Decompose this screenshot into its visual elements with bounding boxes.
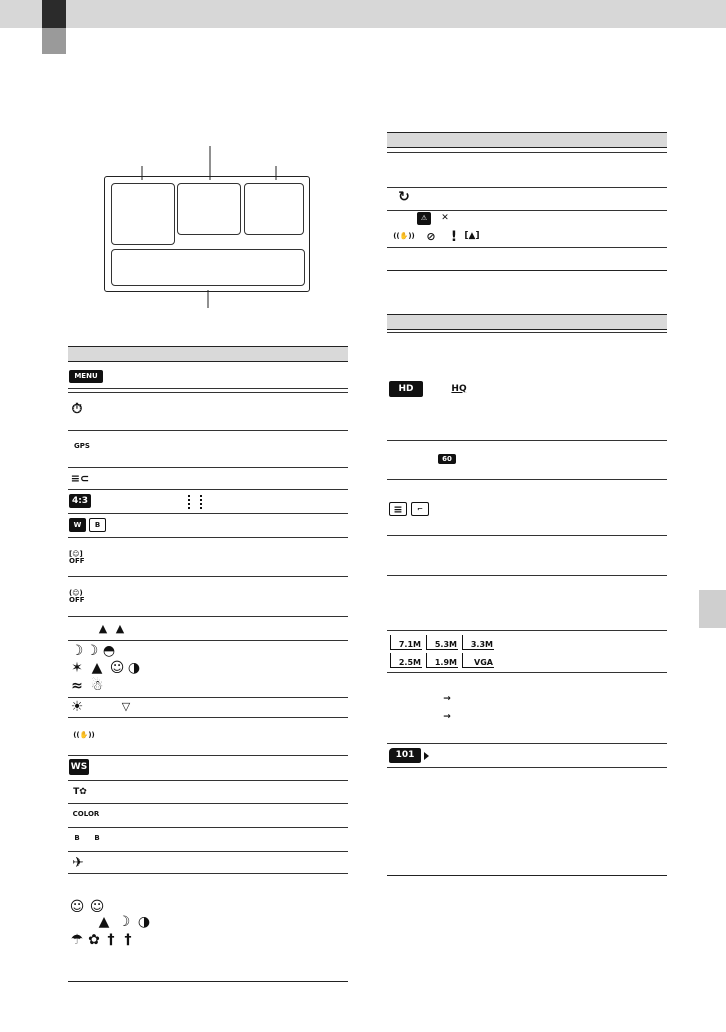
recording-mode-icon: B [89,518,106,532]
sunrise-sunset-icon: ◓ [102,642,116,659]
scenery-icon: ▲ [91,659,103,676]
left-table-rule [68,640,348,641]
size-7-1m-icon: 7.1M [390,635,422,650]
landscape-ia-icon: ▲ [98,913,110,930]
portrait-icon: ▲ [115,621,125,635]
folder-101-icon: 101 [389,748,421,763]
index-side-tab[interactable] [699,590,726,628]
right-table-2-rule [387,743,667,744]
size-1-9m-icon: 1.9M [426,653,458,668]
left-table-rule [68,537,348,538]
memory-card-error-icon: ⚠ [417,212,431,225]
daylight-icon: ☀ [70,699,84,715]
left-table-rule [68,576,348,577]
battery-icon: 60 [438,454,456,464]
left-table-rule [68,780,348,781]
walking-icon: † [107,931,115,948]
size-vga-icon: VGA [462,653,494,668]
portrait-ia-icon: ☺ [69,898,85,915]
self-timer-icon: ⏱ [71,401,83,417]
night-ia-icon: ☽ [117,913,131,930]
right-table-1-rule [387,247,667,248]
left-table-rule [68,755,348,756]
low-lux-icon: ✈ [72,855,84,871]
right-table-2-rule [387,672,667,673]
beach-icon: ≈ [71,677,83,694]
right-table-1-header [387,132,667,148]
right-table-2-rule [387,575,667,576]
right-table-1-rule [387,187,667,188]
warning-icon: ! [450,228,458,245]
aspect-4-3-icon: 4:3 [69,494,91,508]
right-table-2-rule [387,767,667,768]
zone-upper-left [111,183,175,245]
left-table-rule [68,981,348,982]
left-table-rule [68,388,348,389]
steadyshot-off-icon: ((✋)) [73,730,95,739]
one-push-wb-icon: ▽ [121,699,131,713]
film-frame-icon [188,495,202,509]
left-table-rule [68,697,348,698]
menu-button-icon: MENU [69,370,103,383]
wide-icon: W [69,518,86,532]
x-v-color-icon: COLOR [72,809,100,818]
left-table-rule [68,392,348,393]
smile-shutter-off-icon: (☺) OFF [69,589,85,604]
repeat-icon: ↻ [398,189,410,205]
spotlight-icon: ◑ [127,659,141,676]
right-table-2-rule [387,535,667,536]
face-light-icon: ≡⊂ [70,472,90,485]
left-table-rule [68,851,348,852]
no-card-icon: ✕ [441,213,449,223]
zone-upper-center [177,183,241,235]
hq-icon: HQ [451,383,467,394]
tele-macro-icon: T✿ [73,786,87,797]
photo-to-internal-icon: → [443,693,451,704]
baby-icon: ☺ [89,898,105,915]
fader-bw-icon: B [74,833,80,842]
wide-select-icon: WS [69,759,89,775]
right-table-1-rule [387,270,667,271]
night-portrait-icon: ☽ [85,642,99,659]
cannot-record-icon: ⊘ [426,230,436,243]
left-table-rule [68,513,348,514]
gps-signal-icon: GPS [74,441,90,450]
right-table-2-rule [387,875,667,876]
left-table-rule [68,489,348,490]
photo-to-card-icon: → [443,711,451,722]
folder-next-arrow-icon [424,752,429,760]
fader-fade-icon: B [94,833,100,842]
left-table-rule [68,430,348,431]
spotlight-ia-icon: ◑ [137,913,151,930]
chapter-tab [42,0,66,28]
left-table-rule [68,803,348,804]
hd-icon: HD [389,381,423,397]
face-detection-off-icon: [☺] OFF [69,550,85,565]
zone-bottom [111,249,305,286]
fireworks-icon: ✶ [71,659,83,676]
size-2-5m-icon: 2.5M [390,653,422,668]
right-table-1-rule [387,152,667,153]
lcd-screen [104,176,310,292]
left-table-rule [68,717,348,718]
tripod-icon: † [124,931,132,948]
right-table-2-header [387,314,667,330]
left-table-header [68,346,348,362]
left-table-rule [68,467,348,468]
right-table-1-rule [387,210,667,211]
macro-ia-icon: ✿ [88,931,100,948]
memory-card-icon: ⌐ [411,502,429,516]
camera-shake-icon: ((✋)) [393,232,415,240]
night-scene-icon: ☽ [70,642,84,659]
low-light-ia-icon: ☂ [70,931,84,948]
snow-icon: ☃ [90,677,104,694]
left-table-rule [68,873,348,874]
right-table-2-rule [387,479,667,480]
left-table-rule [68,827,348,828]
chapter-tab-lower [42,28,66,54]
size-5-3m-icon: 5.3M [426,635,458,650]
left-table-rule [68,616,348,617]
right-table-2-rule [387,440,667,441]
portrait-scene-icon: ☺ [109,659,125,676]
right-table-2-rule [387,630,667,631]
header-band [0,0,726,28]
media-bracket-icon: [▲] [464,231,480,241]
size-3-3m-icon: 3.3M [462,635,494,650]
zone-upper-right [244,183,304,235]
right-table-2-rule [387,332,667,333]
internal-memory-icon: ≡ [389,502,407,516]
landscape-icon: ▲ [98,621,108,635]
